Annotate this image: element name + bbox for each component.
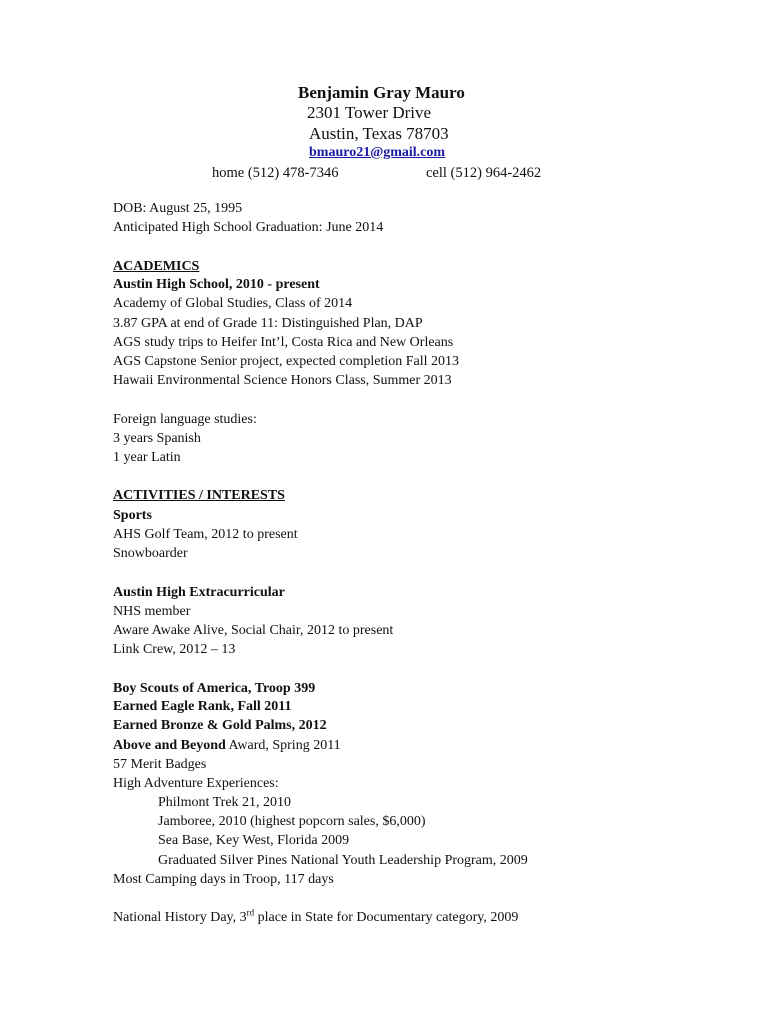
- award-name: Above and Beyond: [113, 738, 226, 753]
- scouts-troop: Boy Scouts of America, Troop 399: [113, 681, 316, 696]
- city-state-zip: Austin, Texas 78703: [309, 124, 449, 143]
- academics-item: AGS study trips to Heifer Int’l, Costa Rica and New Orleans: [113, 335, 454, 350]
- scouts-eagle-rank: Earned Eagle Rank, Fall 2011: [113, 699, 292, 714]
- cell-phone: cell (512) 964-2462: [426, 165, 542, 181]
- scouts-palms: Earned Bronze & Gold Palms, 2012: [113, 718, 327, 733]
- history-day-award: [113, 907, 519, 925]
- date-of-birth: DOB: August 25, 1995: [113, 201, 243, 216]
- sports-item: Snowboarder: [113, 546, 188, 561]
- academics-item: Hawaii Environmental Science Honors Class, Summer 2013: [113, 373, 452, 388]
- adventure-label: High Adventure Experiences:: [113, 776, 279, 791]
- sports-heading: Sports: [113, 508, 152, 523]
- adventure-item: Philmont Trek 21, 2010: [158, 795, 292, 810]
- camping-days: Most Camping days in Troop, 117 days: [113, 872, 334, 887]
- language-item: 1 year Latin: [113, 450, 181, 465]
- street-address: 2301 Tower Drive: [307, 103, 432, 122]
- languages-label: Foreign language studies:: [113, 412, 257, 427]
- history-day-suffix: place in State for Documentary category, 2009: [254, 910, 519, 925]
- language-item: 3 years Spanish: [113, 431, 201, 446]
- academics-heading: ACADEMICS: [113, 259, 200, 274]
- applicant-name: Benjamin Gray Mauro: [298, 83, 465, 102]
- email-link[interactable]: bmauro21@gmail.com: [309, 145, 446, 160]
- graduation-date: Anticipated High School Graduation: June 2014: [113, 220, 384, 235]
- adventure-item: Jamboree, 2010 (highest popcorn sales, $6,000): [158, 814, 426, 829]
- extracurricular-item: Link Crew, 2012 – 13: [113, 642, 236, 657]
- academics-item: AGS Capstone Senior project, expected completion Fall 2013: [113, 354, 460, 369]
- adventure-item: Graduated Silver Pines National Youth Leadership Program, 2009: [158, 853, 528, 868]
- merit-badges: 57 Merit Badges: [113, 757, 207, 772]
- sports-item: AHS Golf Team, 2012 to present: [113, 527, 298, 542]
- extracurricular-item: Aware Awake Alive, Social Chair, 2012 to present: [113, 623, 394, 638]
- extracurricular-item: NHS member: [113, 604, 191, 619]
- academics-item: Academy of Global Studies, Class of 2014: [113, 296, 353, 311]
- history-day-prefix: National History Day, 3: [113, 910, 247, 925]
- ordinal-suffix: rd: [246, 907, 255, 918]
- academics-item: 3.87 GPA at end of Grade 11: Distinguished Plan, DAP: [113, 316, 423, 331]
- activities-heading: ACTIVITIES / INTERESTS: [113, 488, 285, 503]
- home-phone: home (512) 478-7346: [212, 165, 339, 181]
- scouts-award: [113, 739, 341, 753]
- school-name: Austin High School, 2010 - present: [113, 277, 320, 292]
- adventure-item: Sea Base, Key West, Florida 2009: [158, 833, 350, 848]
- extracurricular-heading: Austin High Extracurricular: [113, 585, 285, 600]
- award-date: Award, Spring 2011: [225, 738, 341, 753]
